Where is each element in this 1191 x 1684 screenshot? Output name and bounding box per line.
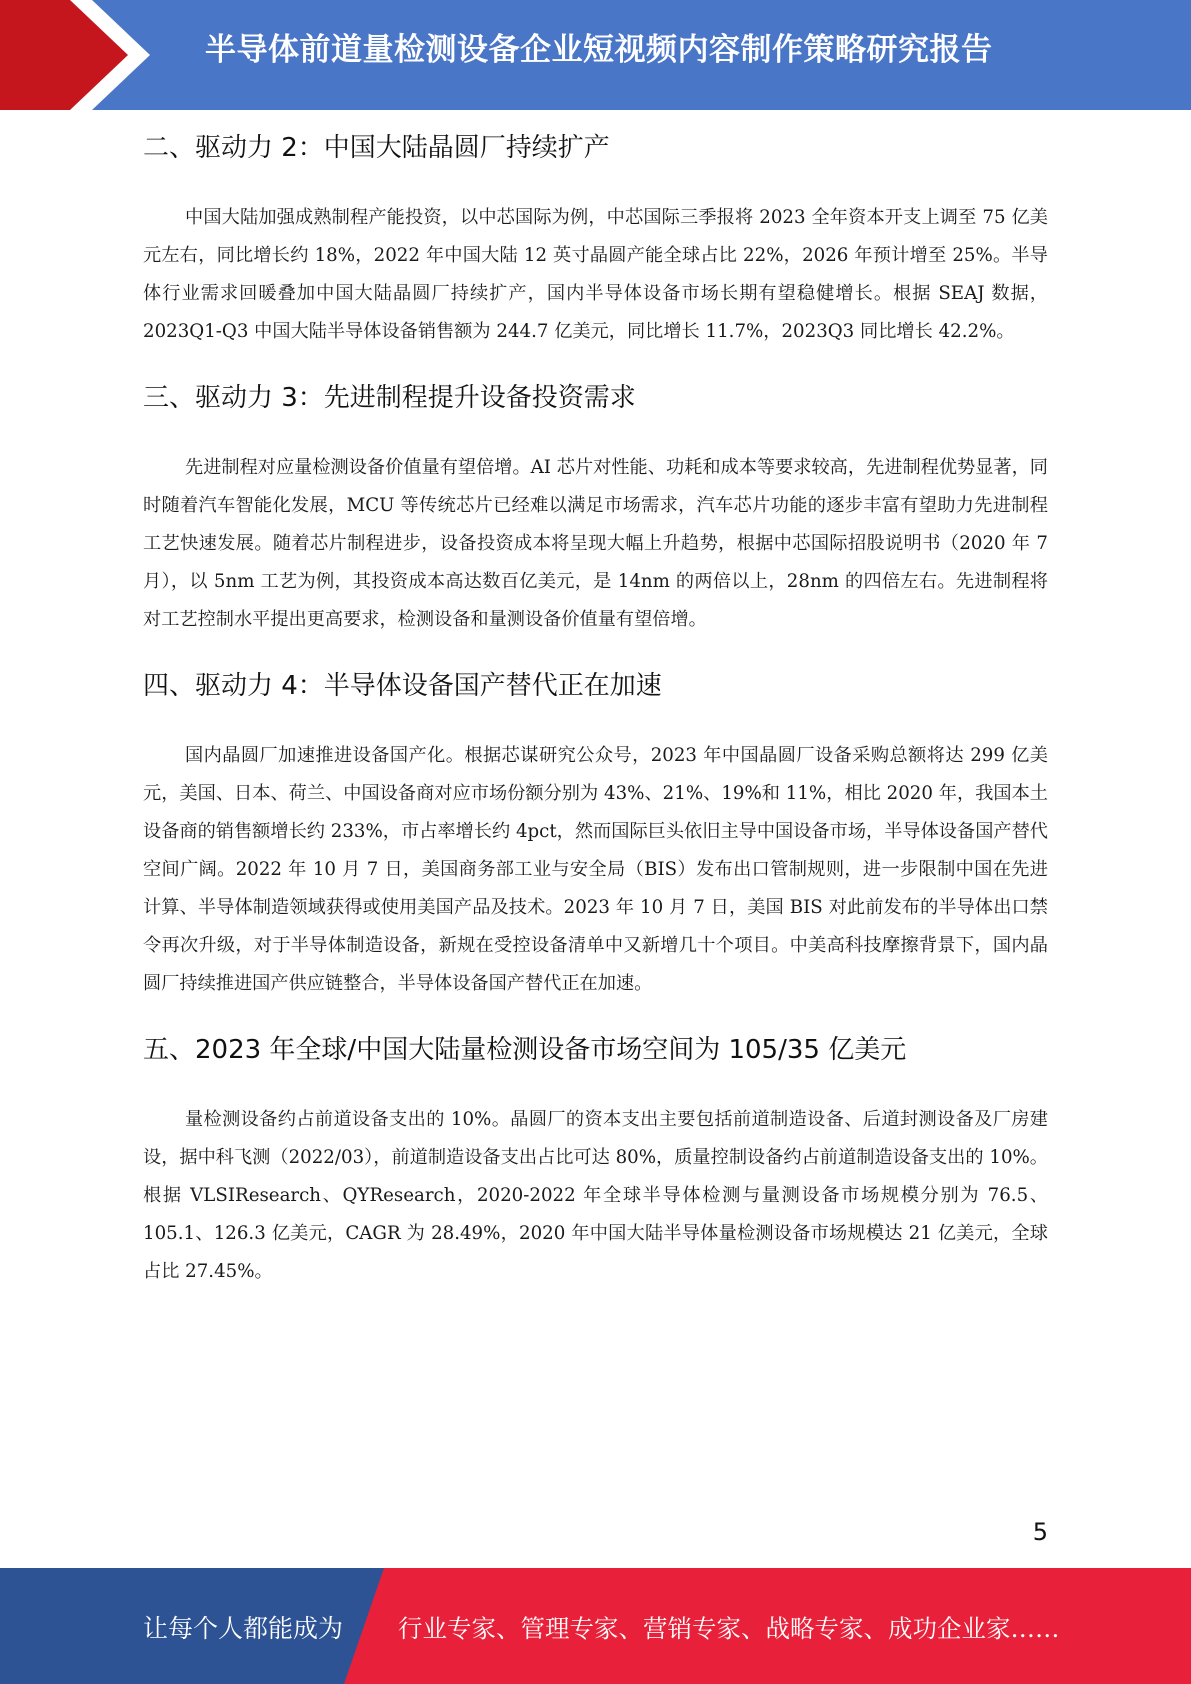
header-banner [0,0,1191,110]
header-red-arrow-shape [0,0,140,110]
footer-slogan-lead: 让每个人都能成为 [143,1614,344,1643]
section-body-driver-3: 先进制程对应量检测设备价值量有望倍增。AI 芯片对性能、功耗和成本等要求较高，先进制程优势显著，同时随着汽车智能化发展，MCU 等传统芯片已经难以满足市场需求，汽车芯片功能的逐步丰富有望助力先进制程工艺快速发展。随着芯片制程进步，设备投资成本将呈现大幅上升趋势，根据中芯国际招股说明书（2020 年 7 月），以 5nm 工艺为例，其投资成本高达数百亿美元，是 14nm 的两倍以上，28nm 的四倍左右。先进制程将对工艺控制水平提出更高要求，检测设备和量测设备价值量有望倍增。 [143,457,1048,630]
section-heading-driver-2: 二、驱动力 2：中国大陆晶圆厂持续扩产 [143,133,610,163]
section-body-driver-4: 国内晶圆厂加速推进设备国产化。根据芯谋研究公众号，2023 年中国晶圆厂设备采购总额将达 299 亿美元，美国、日本、荷兰、中国设备商对应市场份额分别为 43%、21%、19%和 11%，相比 2020 年，我国本土设备商的销售额增长约 233%，市占率增长约 4pct，然而国际巨头依旧主导中国设备市场，半导体设备国产替代空间广阔。2022 年 10 月 7 日，美国商务部工业与安全局（BIS）发布出口管制规则，进一步限制中国在先进计算、半导体制造领域获得或使用美国产品及技术。2023 年 10 月 7 日，美国 BIS 对此前发布的半导体出口禁令再次升级，对于半导体制造设备，新规在受控设备清单中又新增几十个项目。中美高科技摩擦背景下，国内晶圆厂持续推进国产供应链整合，半导体设备国产替代正在加速。 [143,745,1048,994]
main-content [143,128,1048,1291]
section-heading-market-size: 五、2023 年全球/中国大陆量检测设备市场空间为 105/35 亿美元 [143,1035,907,1065]
report-title: 半导体前道量检测设备企业短视频内容制作策略研究报告 [205,32,993,68]
section-body-driver-2: 中国大陆加强成熟制程产能投资，以中芯国际为例，中芯国际三季报将 2023 全年资本开支上调至 75 亿美元左右，同比增长约 18%，2022 年中国大陆 12 英寸晶圆产能全球占比 22%，2026 年预计增至 25%。半导体行业需求回暖叠加中国大陆晶圆厂持续扩产，国内半导体设备市场长期有望稳健增长。根据 SEAJ 数据，2023Q1-Q3 中国大陆半导体设备销售额为 244.7 亿美元，同比增长 11.7%，2023Q3 同比增长 42.2%。 [143,207,1048,342]
page-number: 5 [1032,1518,1048,1546]
footer-banner [0,1568,1191,1684]
section-body-market-size: 量检测设备约占前道设备支出的 10%。晶圆厂的资本支出主要包括前道制造设备、后道封测设备及厂房建设，据中科飞测（2022/03），前道制造设备支出占比可达 80%，质量控制设备约占前道制造设备支出的 10%。根据 VLSIResearch、QYResearch，2020-2022 年全球半导体检测与量测设备市场规模分别为 76.5、105.1、126.3 亿美元，CAGR 为 28.49%，2020 年中国大陆半导体量检测设备市场规模达 21 亿美元，全球占比 27.45%。 [143,1109,1048,1282]
section-heading-driver-4: 四、驱动力 4：半导体设备国产替代正在加速 [143,671,662,701]
section-heading-driver-3: 三、驱动力 3：先进制程提升设备投资需求 [143,383,636,413]
footer-slogan-roles: 行业专家、管理专家、营销专家、战略专家、成功企业家…… [398,1614,1060,1643]
